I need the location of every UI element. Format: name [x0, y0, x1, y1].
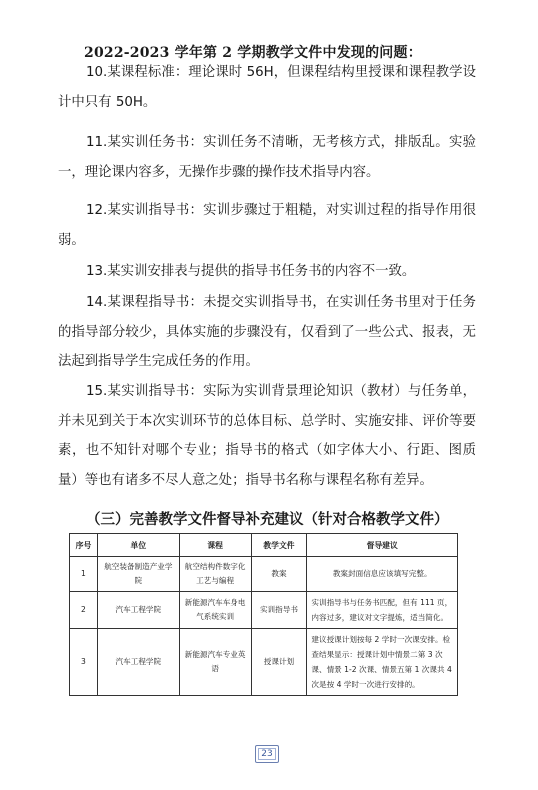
table-row	[70, 592, 458, 629]
cell-unit: 汽车工程学院	[97, 629, 179, 696]
col-header-document: 教学文件	[251, 534, 307, 557]
issue-paragraph-10: 10.某课程标准：理论课时 56H，但课程结构里授课和课程教学设计中只有 50H。	[58, 65, 476, 110]
table-row	[70, 629, 458, 696]
cell-index: 2	[70, 592, 98, 629]
page-number: 23	[255, 745, 279, 763]
issue-paragraph-14: 14.某课程指导书：未提交实训指导书，在实训任务书里对于任务的指导部分较少，具体实施的步骤没有，仅看到了一些公式、报表，无法起到指导学生完成任务的作用。	[58, 295, 476, 369]
cell-course: 新能源汽车车身电气系统实训	[179, 592, 251, 629]
cell-course: 新能源汽车专业英语	[179, 629, 251, 696]
issue-paragraph-11: 11.某实训任务书：实训任务不清晰，无考核方式，排版乱。实验一，理论课内容多，无操作步骤的操作技术指导内容。	[58, 135, 476, 180]
supervision-table	[69, 533, 458, 696]
col-header-advice: 督导建议	[307, 534, 458, 557]
cell-advice: 教案封面信息应该填写完整。	[307, 557, 458, 592]
cell-advice: 实训指导书与任务书匹配，但有 111 页，内容过多，建议对文字提炼，适当简化。	[307, 592, 458, 629]
issue-paragraph-15: 15.某实训指导书：实际为实训背景理论知识（教材）与任务单，并未见到关于本次实训环节的总体目标、总学时、实施安排、评价等要素，也不知针对哪个专业；指导书的格式（如字体大小、行距、图质量）等也有诸多不尽人意之处；指导书名称与课程名称有差异。	[58, 384, 476, 488]
cell-course: 航空结构件数字化工艺与编程	[179, 557, 251, 592]
col-header-index: 序号	[70, 534, 98, 557]
cell-index: 1	[70, 557, 98, 592]
cell-document: 教案	[251, 557, 307, 592]
cell-document: 授课计划	[251, 629, 307, 696]
table-row	[70, 557, 458, 592]
cell-index: 3	[70, 629, 98, 696]
issues-heading: 2022-2023 学年第 2 学期教学文件中发现的问题：	[84, 45, 422, 61]
cell-advice: 建议授课计划按每 2 学时一次课安排。检查结果显示：授课计划中情景二第 3 次课、情景 1-2 次课、情景五第 1 次课共 4 次是按 4 学时一次进行安排的。	[307, 629, 458, 696]
cell-document: 实训指导书	[251, 592, 307, 629]
cell-unit: 汽车工程学院	[97, 592, 179, 629]
issue-paragraph-12: 12.某实训指导书：实训步骤过于粗糙，对实训过程的指导作用很弱。	[58, 203, 476, 248]
table-header-row	[70, 534, 458, 557]
section-title: （三）完善教学文件督导补充建议（针对合格教学文件）	[86, 511, 449, 528]
issue-paragraph-13: 13.某实训安排表与提供的指导书任务书的内容不一致。	[86, 264, 416, 279]
cell-unit: 航空装备制造产业学院	[97, 557, 179, 592]
col-header-course: 课程	[179, 534, 251, 557]
col-header-unit: 单位	[97, 534, 179, 557]
